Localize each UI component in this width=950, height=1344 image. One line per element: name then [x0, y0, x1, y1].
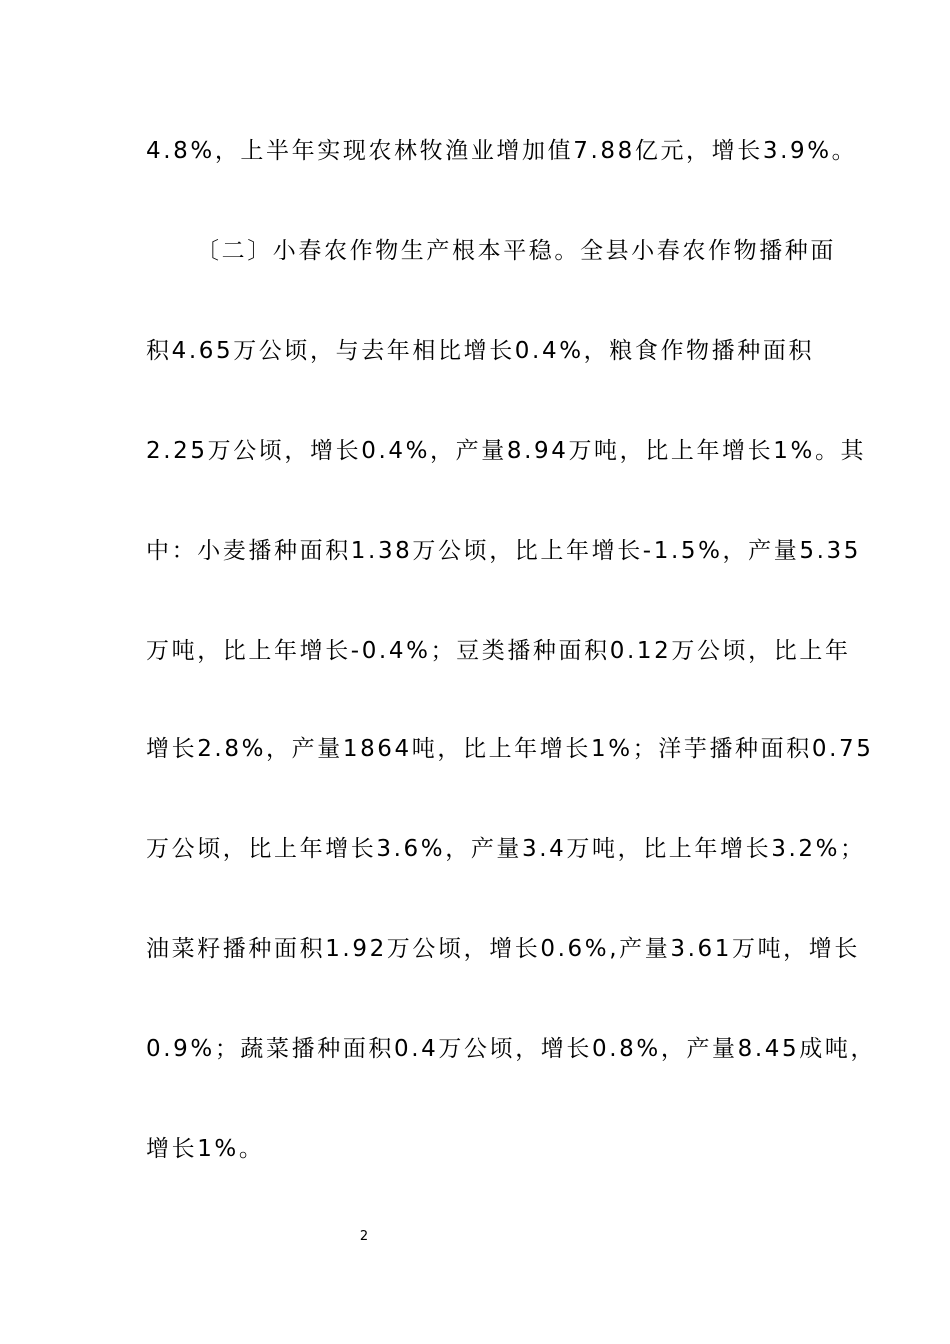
text-line: 2.25万公顷，增长0.4%，产量8.94万吨，比上年增长1%。其 [146, 438, 867, 464]
text-line: 增长1%。 [146, 1136, 265, 1162]
text-line: 〔二〕小春农作物生产根本平稳。全县小春农作物播种面 [196, 238, 836, 264]
text-line: 0.9%；蔬菜播种面积0.4万公顷，增长0.8%，产量8.45成吨， [146, 1036, 877, 1062]
text-line: 万吨，比上年增长-0.4%；豆类播种面积0.12万公顷，比上年 [146, 638, 851, 664]
page-number: 2 [359, 1229, 369, 1244]
text-line: 4.8%，上半年实现农林牧渔业增加值7.88亿元，增长3.9%。 [146, 138, 858, 164]
text-line: 增长2.8%，产量1864吨，比上年增长1%；洋芋播种面积0.75 [146, 736, 874, 762]
text-line: 万公顷，比上年增长3.6%，产量3.4万吨，比上年增长3.2%； [146, 836, 866, 862]
text-line: 积4.65万公顷，与去年相比增长0.4%，粮食作物播种面积 [146, 338, 815, 364]
text-line: 中：小麦播种面积1.38万公顷，比上年增长-1.5%，产量5.35 [146, 538, 861, 564]
text-line: 油菜籽播种面积1.92万公顷，增长0.6%,产量3.61万吨，增长 [146, 936, 860, 962]
